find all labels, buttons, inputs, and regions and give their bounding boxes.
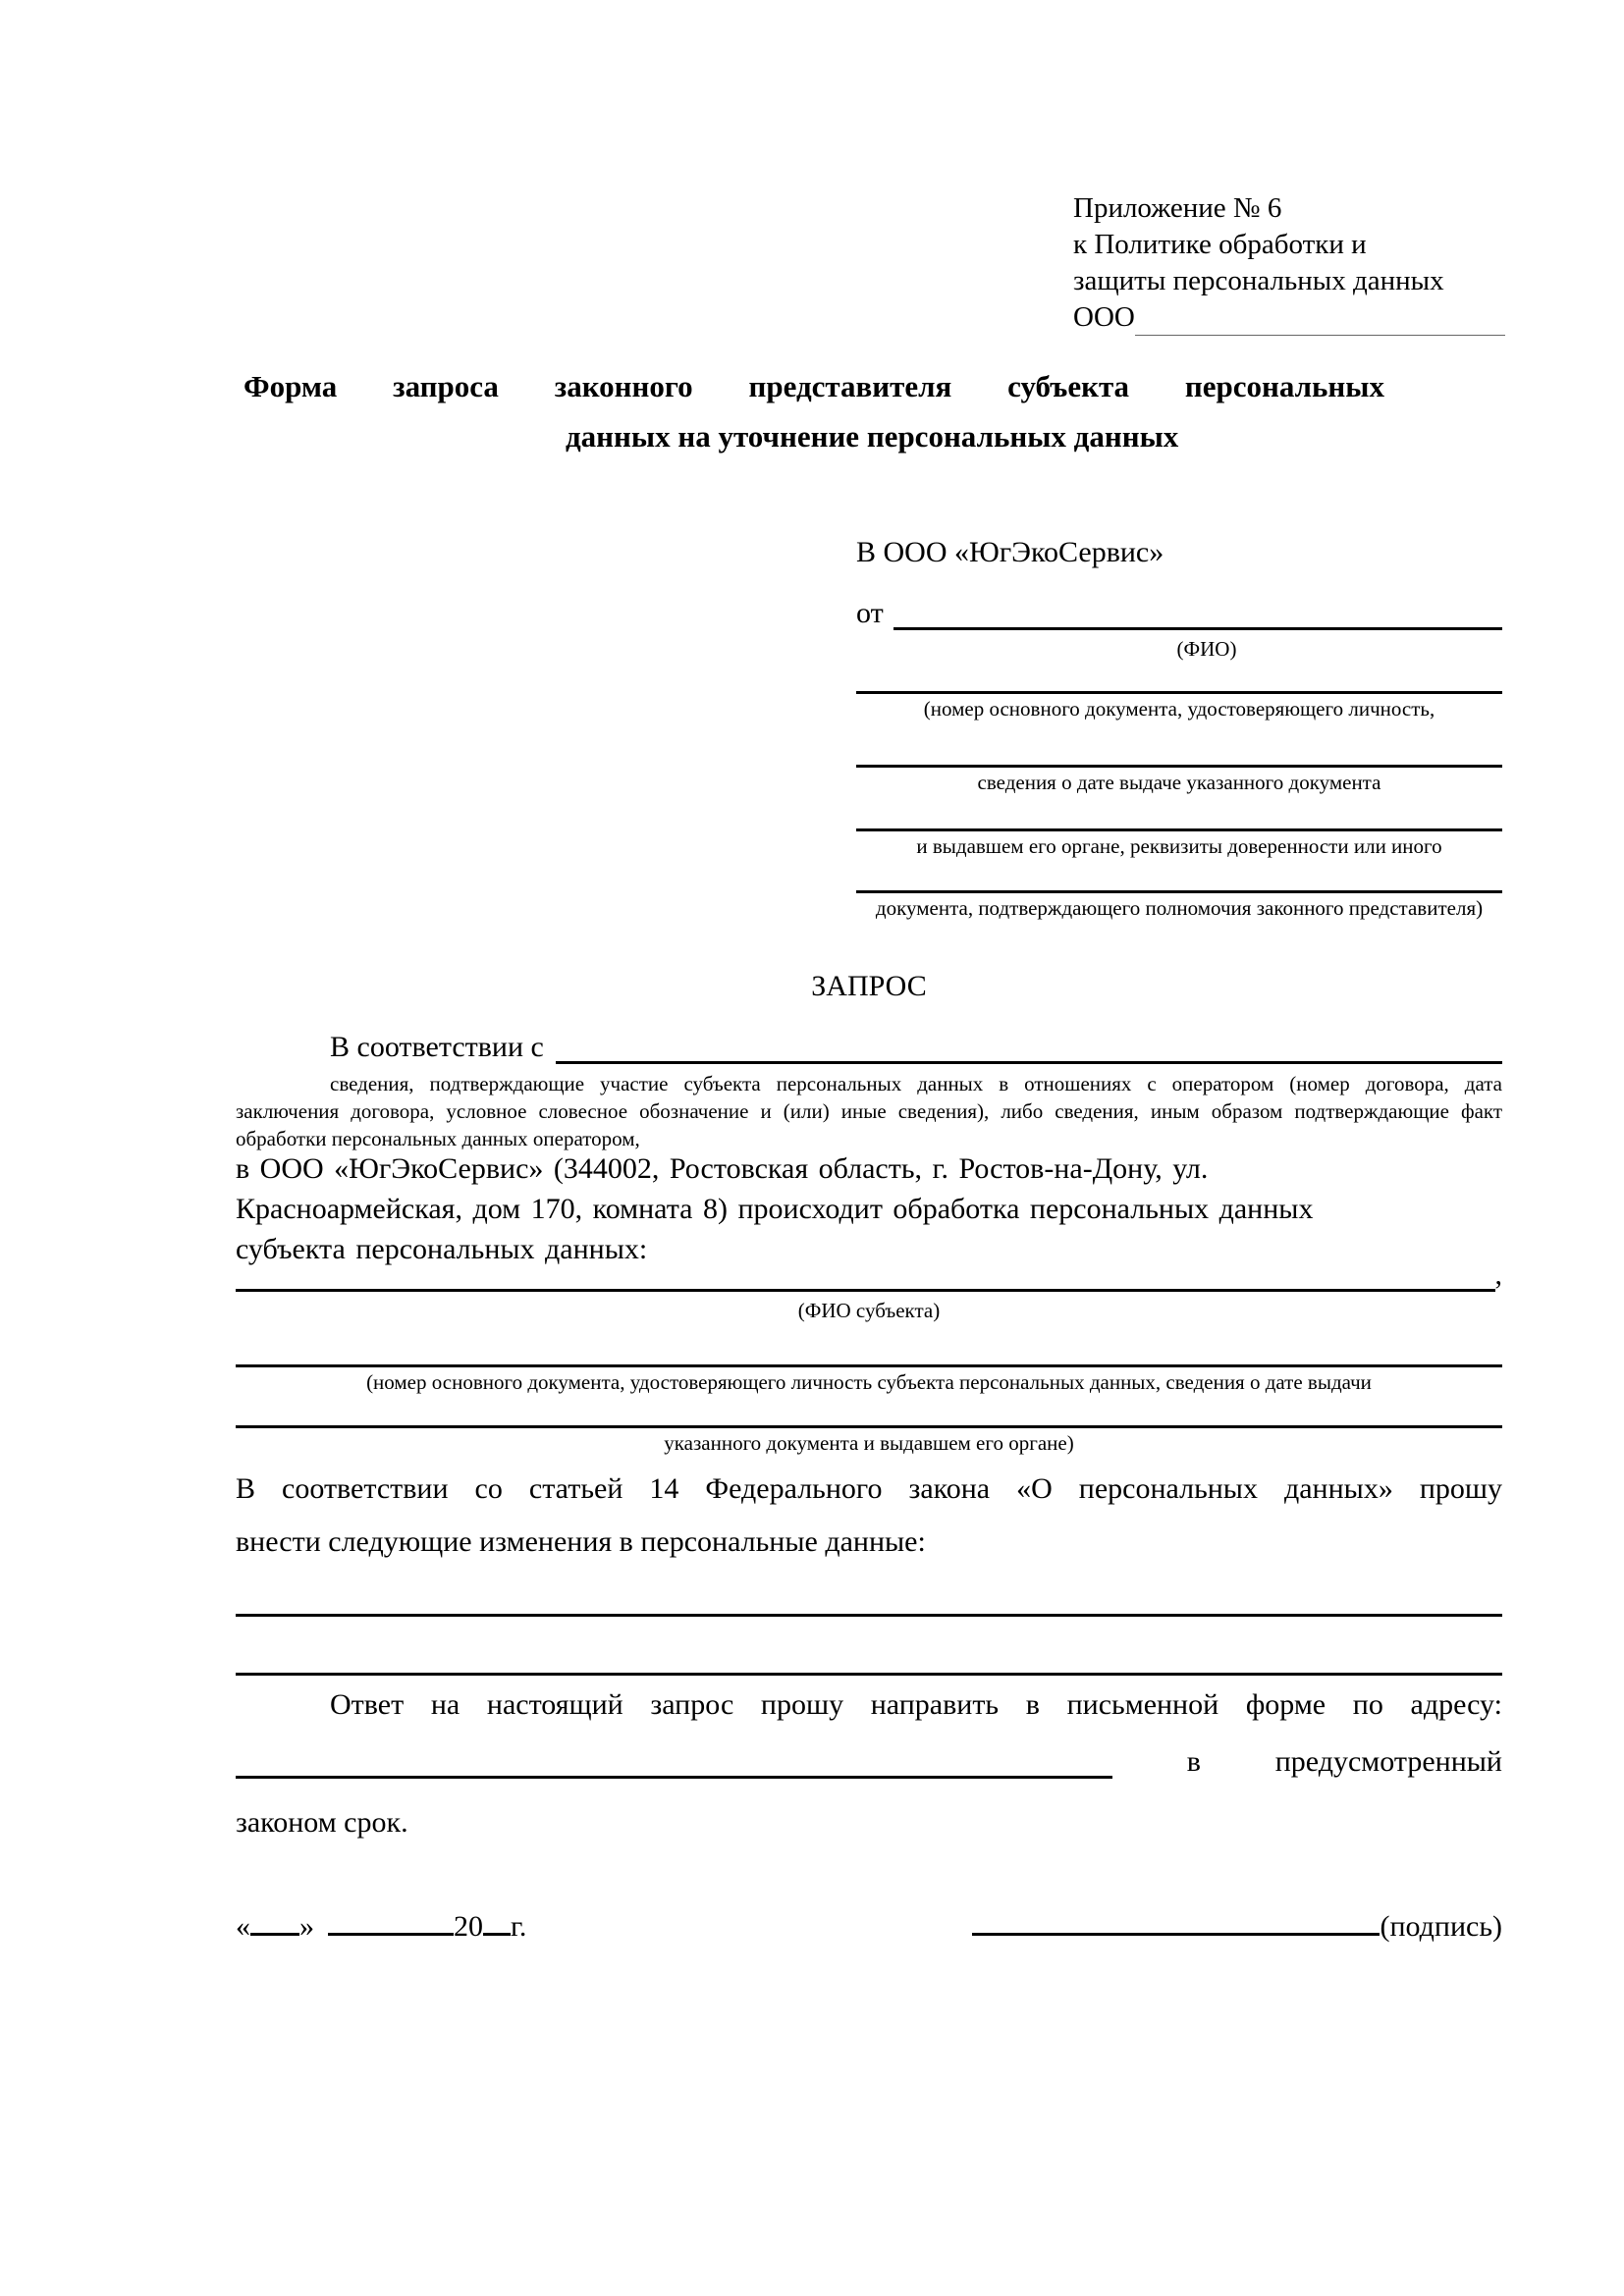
- date-quote-close: »: [299, 1910, 314, 1943]
- appendix-line-1: Приложение № 6: [1073, 192, 1282, 224]
- from-label: от: [856, 597, 884, 629]
- subject-doc-blank-line-2: [236, 1394, 1502, 1428]
- answer-line-1: Ответ на настоящий запрос прошу направить в письменной форме по адресу:: [330, 1688, 1502, 1721]
- addressee-from-row: [856, 589, 1502, 630]
- from-fio-blank-line: [893, 588, 1502, 630]
- appendix-company-line: [1073, 299, 1505, 336]
- fio-caption: (ФИО): [1176, 637, 1237, 661]
- basis-blank-line: [556, 1022, 1502, 1064]
- signature-row: [236, 1898, 1502, 1944]
- rep-doc-caption-2: сведения о дате выдаче указанного документа: [977, 771, 1381, 794]
- date-year-suffix: г.: [511, 1910, 527, 1943]
- operator-paragraph-line-1: в ООО «ЮгЭкоСервис» (344002, Ростовская область, г. Ростов-на-Дону, ул.: [236, 1152, 1209, 1185]
- answer-word-stipulated: предусмотренный: [1274, 1745, 1502, 1778]
- changes-blank-line-1: [236, 1573, 1502, 1617]
- company-blank-line: [1135, 306, 1505, 336]
- signature-caption: (подпись): [1380, 1910, 1502, 1943]
- law-paragraph-line-2: внести следующие изменения в персональные данные:: [236, 1525, 926, 1558]
- rep-doc-caption-1: (номер основного документа, удостоверяющего личность,: [923, 697, 1435, 721]
- subject-fio-comma: ,: [1494, 1258, 1502, 1291]
- date-year-blank: [483, 1903, 511, 1936]
- rep-doc-blank-line-2: [856, 723, 1502, 768]
- date-group: [236, 1903, 526, 1944]
- subject-fio-caption: (ФИО субъекта): [797, 1299, 941, 1322]
- rep-doc-blank-line-3: [856, 789, 1502, 831]
- basis-row: [236, 1023, 1502, 1064]
- subject-fio-row: [236, 1249, 1502, 1292]
- subject-fio-blank-line: [236, 1248, 1495, 1292]
- answer-address-row: [236, 1735, 1502, 1779]
- rep-doc-caption-3: и выдавшем его органе, реквизиты доверенности или иного: [916, 834, 1442, 858]
- date-day-blank: [250, 1903, 299, 1936]
- basis-caption-line-1: сведения, подтверждающие участие субъекта персональных данных в отношениях с оператором (номер договора, дата: [330, 1072, 1502, 1095]
- addressee-to: В ООО «ЮгЭкоСервис»: [856, 536, 1164, 568]
- rep-doc-blank-line-1: [856, 650, 1502, 694]
- basis-label: В соответствии с: [330, 1031, 544, 1063]
- law-paragraph-line-1: В соответствии со статьей 14 Федерального закона «О персональных данных» прошу: [236, 1472, 1502, 1505]
- subject-doc-caption-2: указанного документа и выдавшем его органе): [664, 1431, 1074, 1455]
- company-label: ООО: [1073, 301, 1135, 333]
- date-quote-open: «: [236, 1910, 250, 1943]
- date-month-blank: [328, 1903, 454, 1936]
- answer-address-blank-line: [236, 1735, 1112, 1779]
- appendix-line-2: к Политике обработки и: [1073, 229, 1367, 260]
- rep-doc-caption-4: документа, подтверждающего полномочия законного представителя): [875, 896, 1484, 920]
- date-year-label: 20: [454, 1910, 483, 1943]
- basis-caption: [236, 1070, 1502, 1152]
- operator-paragraph-line-2: Красноармейская, дом 170, комната 8) происходит обработка персональных данных: [236, 1193, 1314, 1225]
- request-heading: ЗАПРОС: [811, 970, 927, 1002]
- signature-group: [972, 1903, 1502, 1944]
- appendix-line-3: защиты персональных данных: [1073, 265, 1444, 296]
- form-title-line-2: данных на уточнение персональных данных: [566, 419, 1179, 454]
- answer-word-in: в: [1186, 1745, 1201, 1778]
- rep-doc-blank-line-4: [856, 851, 1502, 893]
- answer-line-3: законом срок.: [236, 1806, 408, 1839]
- form-title-line-1: Форма запроса законного представителя субъекта персональных: [244, 369, 1384, 403]
- basis-caption-line-3: обработки персональных данных оператором,: [236, 1127, 640, 1150]
- operator-paragraph-line-3: субъекта персональных данных:: [236, 1233, 648, 1265]
- subject-doc-caption-1: (номер основного документа, удостоверяющего личность субъекта персональных данных, сведения о дате выдачи: [366, 1370, 1372, 1394]
- subject-doc-blank-line-1: [236, 1331, 1502, 1367]
- appendix-note: [1073, 190, 1505, 336]
- signature-blank-line: [972, 1903, 1380, 1936]
- changes-blank-line-2: [236, 1631, 1502, 1676]
- basis-caption-line-2: заключения договора, условное словесное обозначение и (или) иные сведения), либо сведения, иным образом подтверждающие факт: [236, 1099, 1502, 1123]
